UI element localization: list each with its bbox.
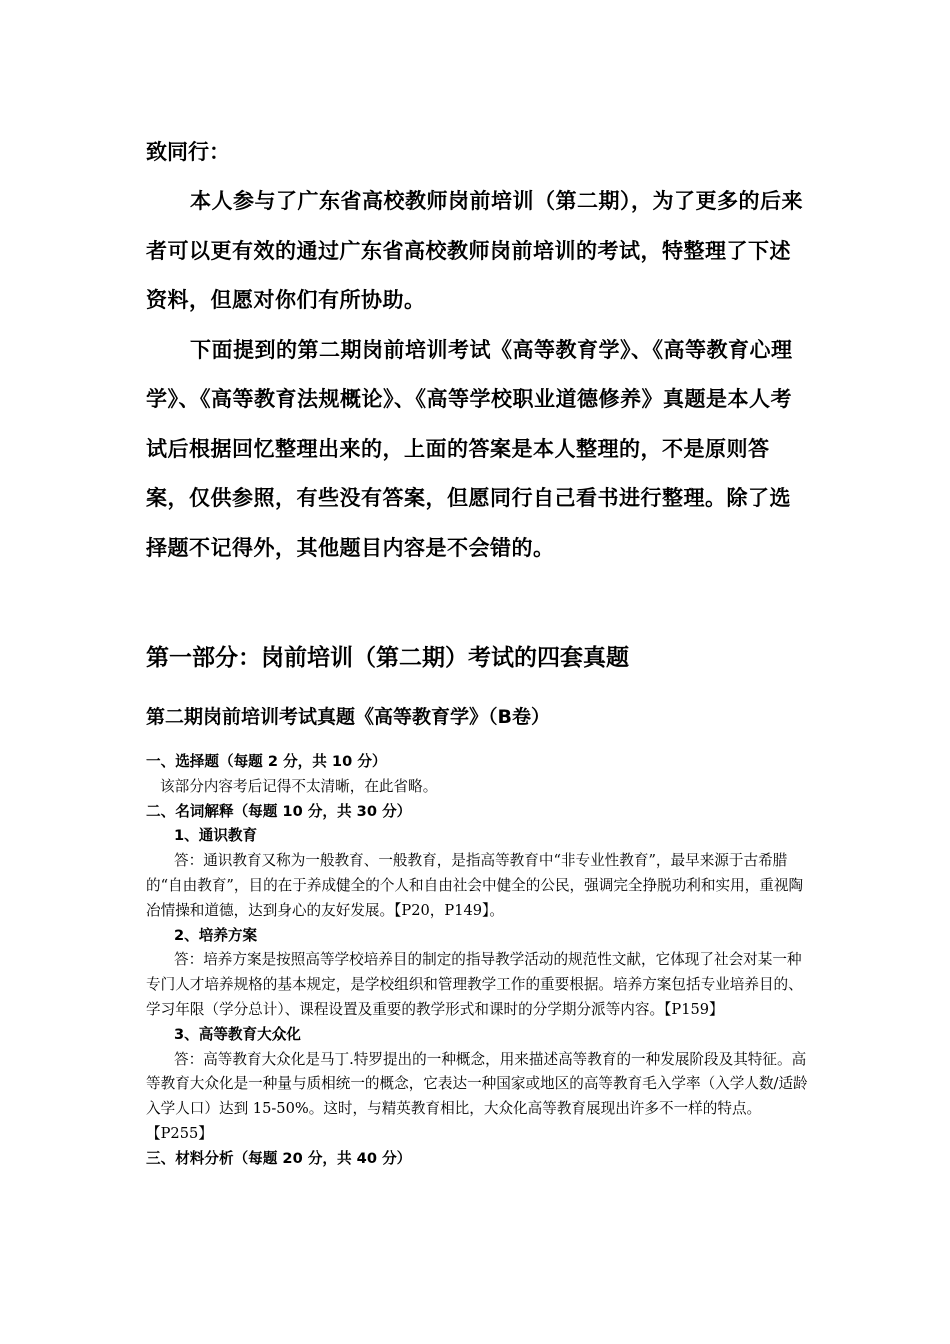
section-3-title: 三、材料分析（每题 20 分，共 40 分） <box>146 1149 412 1167</box>
intro-paragraph-1: 本人参与了广东省高校教师岗前培训（第二期），为了更多的后来者可以更有效的通过广东省高校教师岗前培训的考试，特整理了下述资料，但愿对你们有所协助。 <box>146 189 803 312</box>
section-1-note: 该部分内容考后记得不太清晰，在此省略。 <box>160 777 438 795</box>
exam-body <box>146 750 810 1172</box>
term-answer: 答：通识教育又称为一般教育、一般教育，是指高等教育中“非专业性教育”，最早来源于古希腊的“自由教育”，目的在于养成健全的个人和自由社会中健全的公民，强调完全挣脱功利和实用，重视陶冶情操和道德，达到身心的友好发展。【P20，P149】。 <box>146 852 804 919</box>
intro-paragraph-2: 下面提到的第二期岗前培训考试《高等教育学》、《高等教育心理学》、《高等教育法规概论》、《高等学校职业道德修养》真题是本人考试后根据回忆整理出来的，上面的答案是本人整理的，不是原则答案，仅供参照，有些没有答案，但愿同行自己看书进行整理。除了选择题不记得外，其他题目内容是不会错的。 <box>146 337 793 560</box>
exam-title: 第二期岗前培训考试真题《高等教育学》（B卷） <box>146 706 550 728</box>
section-1-title: 一、选择题（每题 2 分，共 10 分） <box>146 753 387 770</box>
term-heading: 2、培养方案 <box>174 926 258 944</box>
section-2-title: 二、名词解释（每题 10 分，共 30 分） <box>146 802 412 820</box>
intro <box>146 177 810 573</box>
term-heading: 3、高等教育大众化 <box>174 1025 301 1043</box>
term-answer: 答：高等教育大众化是马丁.特罗提出的一种概念，用来描述高等教育的一种发展阶段及其特征。高等教育大众化是一种量与质相统一的概念，它表达一种国家或地区的高等教育毛入学率（入学人数/适龄入学人口）达到 15-50%。这时，与精英教育相比，大众化高等教育展现出许多不一样的特点。【P255】 <box>146 1050 808 1142</box>
term-answer: 答：培养方案是按照高等学校培养目的制定的指导教学活动的规范性文献，它体现了社会对某一种专门人才培养规格的基本规定，是学校组织和管理教学工作的重要根据。培养方案包括专业培养目的、学习年限（学分总计）、课程设置及重要的教学形式和课时的分学期分派等内容。【P159】 <box>146 951 803 1018</box>
greeting: 致同行： <box>146 140 230 164</box>
part-title: 第一部分：岗前培训（第二期）考试的四套真题 <box>146 645 629 671</box>
term-heading: 1、通识教育 <box>174 827 258 845</box>
